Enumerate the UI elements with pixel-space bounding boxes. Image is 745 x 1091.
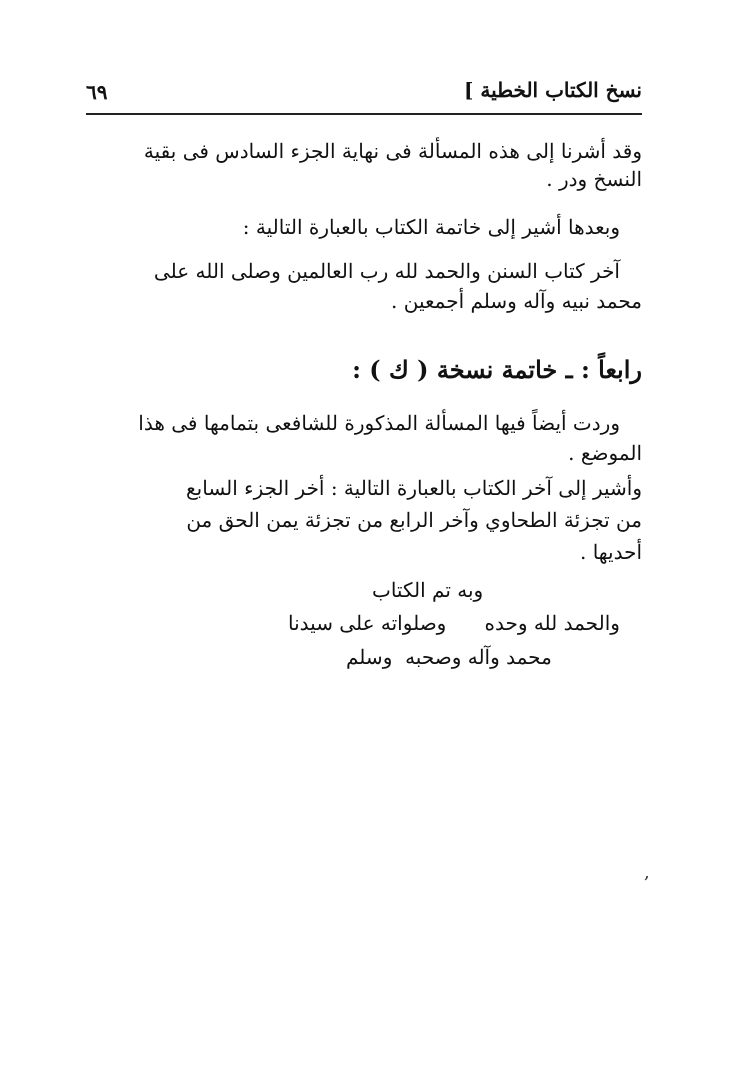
paragraph-5-line-2: من تجزئة الطحاوي وآخر الرابع من تجزئة يمن الحق من — [186, 508, 642, 532]
paragraph-2: وبعدها أشير إلى خاتمة الكتاب بالعبارة التالية : — [242, 215, 620, 239]
closing-line-1: وبه تم الكتاب — [372, 578, 484, 602]
paragraph-1-line-1: وقد أشرنا إلى هذه المسألة فى نهاية الجزء السادس فى بقية — [143, 139, 642, 163]
running-title: نسخ الكتاب الخطية ] — [463, 78, 642, 102]
paragraph-3-line-2: محمد نبيه وآله وسلم أجمعين . — [391, 289, 642, 313]
paragraph-1-line-2: النسخ ودر . — [546, 167, 642, 191]
paragraph-5-line-3: أحديها . — [579, 540, 642, 564]
page-number: ٦٩ — [86, 80, 108, 104]
paragraph-4-line-1: وردت أيضاً فيها المسألة المذكورة للشافعى بتمامها فى هذا — [138, 411, 620, 435]
closing-line-2: والحمد لله وحده وصلواته على سيدنا — [288, 611, 620, 635]
paragraph-5-line-1: وأشير إلى آخر الكتاب بالعبارة التالية : أخر الجزء السابع — [186, 476, 642, 500]
stray-mark: , — [644, 862, 650, 883]
paragraph-4-line-2: الموضع . — [568, 441, 642, 465]
paragraph-3-line-1: آخر كتاب السنن والحمد لله رب العالمين وصلى الله على — [153, 259, 620, 283]
page-header — [86, 74, 642, 112]
closing-line-3: محمد وآله وصحبه وسلم — [346, 645, 552, 669]
section-heading: رابعاً : ـ خاتمة نسخة ( ك ) : — [352, 355, 642, 384]
header-divider — [86, 113, 642, 115]
